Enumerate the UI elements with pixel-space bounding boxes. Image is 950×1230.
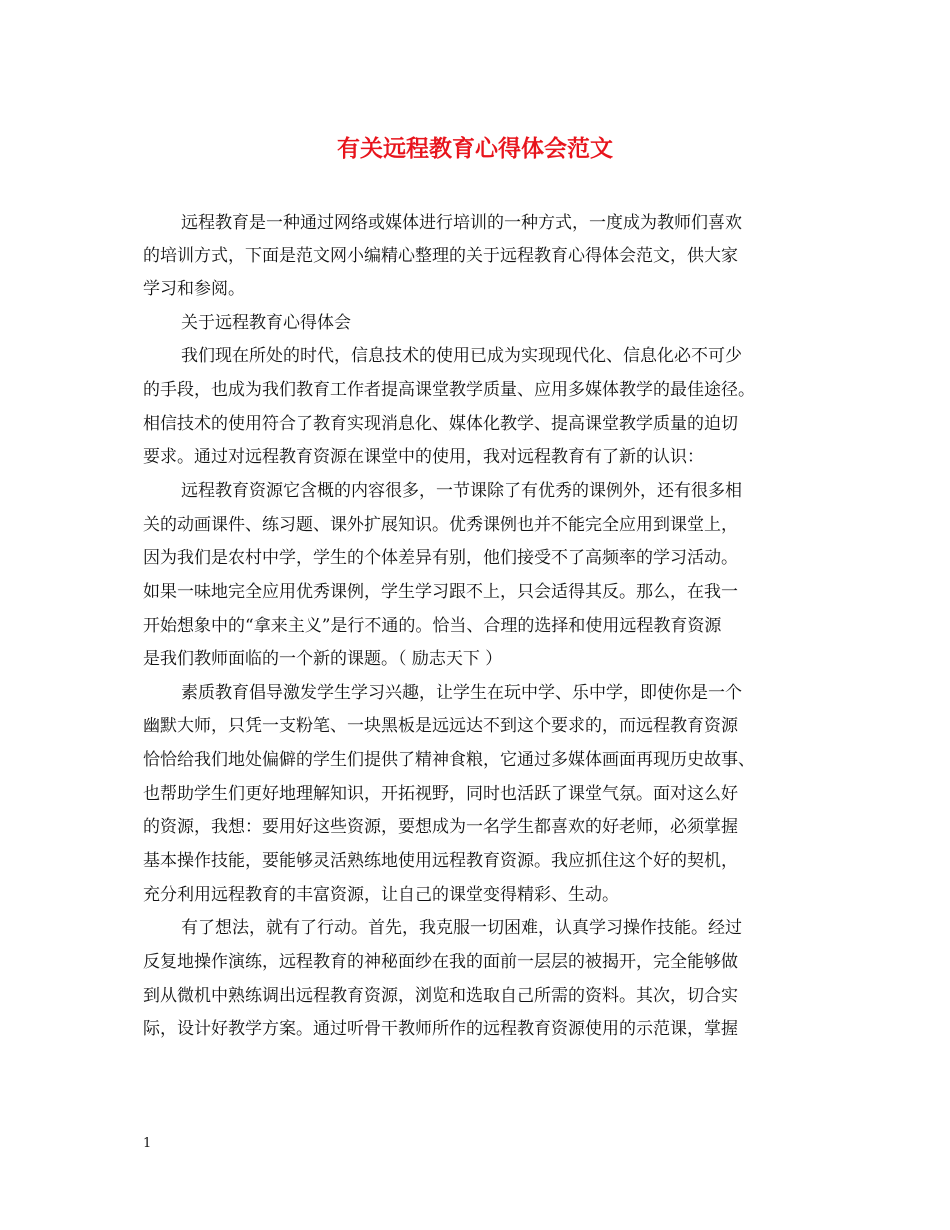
paragraph-line: 恰恰给我们地处偏僻的学生们提供了精神食粮，它通过多媒体画面再现历史故事、 xyxy=(143,750,755,770)
paragraph-line: 也帮助学生们更好地理解知识，开拓视野，同时也活跃了课堂气氛。面对这么好 xyxy=(143,784,738,804)
paragraph-line: 的培训方式，下面是范文网小编精心整理的关于远程教育心得体会范文，供大家 xyxy=(143,246,738,266)
paragraph-line: 际，设计好教学方案。通过听骨干教师所作的远程教育资源使用的示范课，掌握 xyxy=(143,1019,738,1039)
paragraph-line: 素质教育倡导激发学生学习兴趣，让学生在玩中学、乐中学，即使你是一个 xyxy=(181,683,742,703)
paragraph-line: 关的动画课件、练习题、课外扩展知识。优秀课例也并不能完全应用到课堂上， xyxy=(143,515,738,535)
page-number: 1 xyxy=(143,1136,152,1151)
paragraph-line: 有了想法，就有了行动。首先，我克服一切困难，认真学习操作技能。经过 xyxy=(181,918,742,938)
section-heading: 关于远程教育心得体会 xyxy=(181,313,351,333)
paragraph-line: 的资源，我想：要用好这些资源，要想成为一名学生都喜欢的好老师，必须掌握 xyxy=(143,817,738,837)
paragraph-line: 基本操作技能，要能够灵活熟练地使用远程教育资源。我应抓住这个好的契机， xyxy=(143,851,738,871)
paragraph-line: 学习和参阅。 xyxy=(143,279,245,299)
paragraph-line: 远程教育是一种通过网络或媒体进行培训的一种方式，一度成为教师们喜欢 xyxy=(181,213,742,233)
paragraph-line: 幽默大师，只凭一支粉笔、一块黑板是远远达不到这个要求的，而远程教育资源 xyxy=(143,716,738,736)
paragraph-line: 开始想象中的“拿来主义”是行不通的。恰当、合理的选择和使用远程教育资源 xyxy=(143,616,722,636)
paragraph-line: 远程教育资源它含概的内容很多，一节课除了有优秀的课例外，还有很多相 xyxy=(181,481,742,501)
paragraph-line: 相信技术的使用符合了教育实现消息化、媒体化教学、提高课堂教学质量的迫切 xyxy=(143,414,738,434)
paragraph-line: 因为我们是农村中学，学生的个体差异有别，他们接受不了高频率的学习活动。 xyxy=(143,548,738,568)
paragraph-line: 反复地操作演练，远程教育的神秘面纱在我的面前一层层的被揭开，完全能够做 xyxy=(143,952,738,972)
paragraph-line: 是我们教师面临的一个新的课题。（ 励志天下 ） xyxy=(143,649,503,669)
paragraph-line: 如果一味地完全应用优秀课例，学生学习跟不上，只会适得其反。那么，在我一 xyxy=(143,582,738,602)
paragraph-line: 的手段，也成为我们教育工作者提高课堂教学质量、应用多媒体教学的最佳途径。 xyxy=(143,380,755,400)
paragraph-line: 充分利用远程教育的丰富资源，让自己的课堂变得精彩、生动。 xyxy=(143,885,619,905)
paragraph-line: 我们现在所处的时代，信息技术的使用已成为实现现代化、信息化必不可少 xyxy=(181,346,742,366)
document-title: 有关远程教育心得体会范文 xyxy=(337,135,613,162)
paragraph-line: 到从微机中熟练调出远程教育资源，浏览和选取自己所需的资料。其次，切合实 xyxy=(143,986,738,1006)
paragraph-line: 要求。通过对远程教育资源在课堂中的使用，我对远程教育有了新的认识： xyxy=(143,447,704,467)
